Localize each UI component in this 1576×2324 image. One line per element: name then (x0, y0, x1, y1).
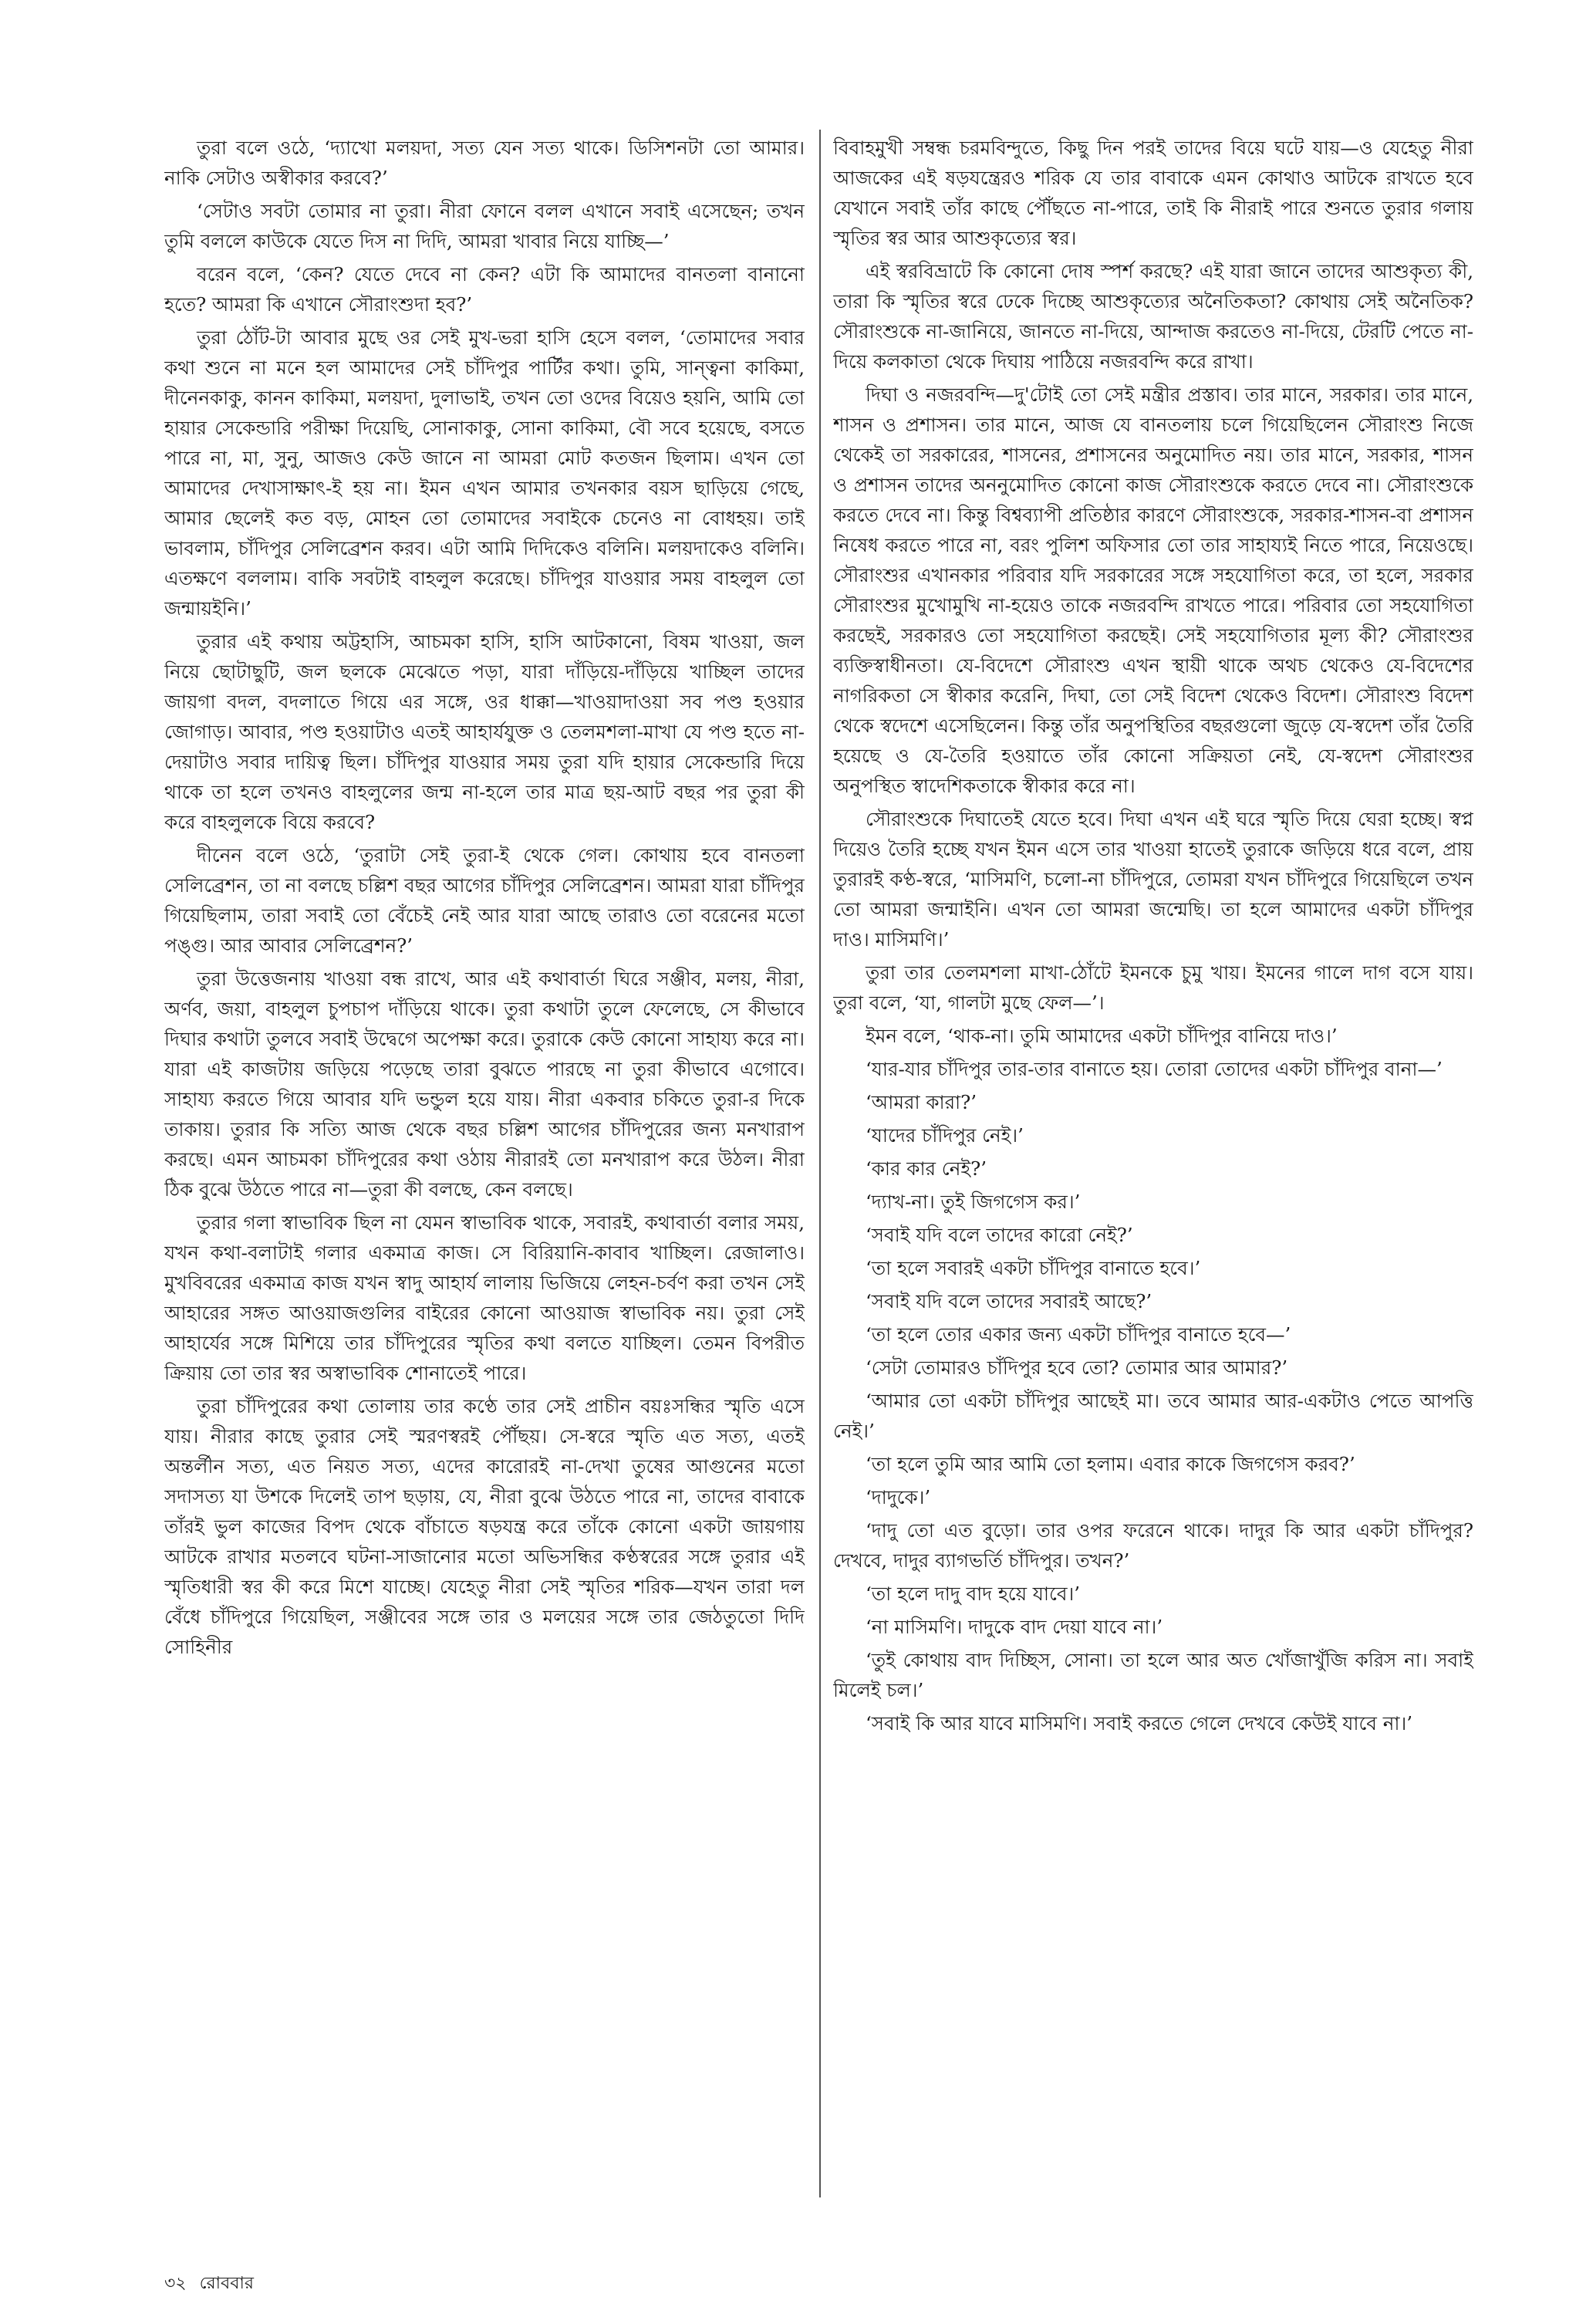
dialogue-line: ‘সবাই যদি বলে তাদের সবারই আছে?’ (866, 1290, 1152, 1312)
dialogue-line: ‘তুই কোথায় বাদ দিচ্ছিস, সোনা। তা হলে আর অত খোঁজাখুঁজি করিস না। সবাই মিলেই চল।’ (833, 1649, 1473, 1701)
dialogue-line: ‘কার কার নেই?’ (866, 1157, 987, 1180)
dialogue-line: ‘যাদের চাঁদিপুর নেই।’ (866, 1124, 1024, 1147)
paragraph: তুরা ঠোঁট-টা আবার মুছে ওর সেই মুখ-ভরা হাসি হেসে বলল, ‘তোমাদের সবার কথা শুনে না মনে হল আমাদের সেই চাঁদিপুর পার্টির কথা। তুমি, সান্ত্বনা কাকিমা, দীনেনকাকু, কানন কাকিমা, মলয়দা, দুলাভাই, তখন তো ওদের বিয়েও হয়নি, আমি তো হায়ার সেকেন্ডারি পরীক্ষা দিয়েছি, সোনাকাকু, সোনা কাকিমা, বৌ সবে হয়েছে, বসতে পারে না, মা, সুনু, আজও কেউ জানে না আমরা মোট কতজন ছিলাম। এখন তো আমাদের দেখাসাক্ষাৎ-ই হয় না। ইমন এখন আমার তখনকার বয়স ছাড়িয়ে গেছে, আমার ছেলেই কত বড়, মোহন তো তোমাদের সবাইকে চেনেও না বোধহয়। তাই ভাবলাম, চাঁদিপুর সেলিব্রেশন করব। এটা আমি দিদিকেও বলিনি। মলয়দাকেও বলিনি। এতক্ষণে বললাম। বাকি সবটাই বাহলুল করেছে। চাঁদিপুর যাওয়ার সময় বাহলুল তো জন্মায়ইনি।’ (164, 326, 805, 620)
dialogue-line: ‘দ্যাখ-না। তুই জিগগেস কর।’ (866, 1191, 1081, 1213)
dialogue-line: ‘সবাই যদি বলে তাদের কারো নেই?’ (866, 1224, 1133, 1246)
dialogue-line: ‘আমার তো একটা চাঁদিপুর আছেই মা। তবে আমার আর-একটাও পেতে আপত্তি নেই।’ (833, 1390, 1473, 1442)
paragraph: তুরার এই কথায় অট্টহাসি, আচমকা হাসি, হাসি আটকানো, বিষম খাওয়া, জল নিয়ে ছোটাছুটি, জল ছলকে মেঝেতে পড়া, যারা দাঁড়িয়ে-দাঁড়িয়ে খাচ্ছিল তাদের জায়গা বদল, বদলাতে গিয়ে এর সঙ্গে, ওর ধাক্কা—খাওয়াদাওয়া সব পণ্ড হওয়ার জোগাড়। আবার, পণ্ড হওয়াটাও এতই আহার্যযুক্ত ও তেলমশলা-মাখা যে পণ্ড হতে না-দেয়াটাও সবার দায়িত্ব ছিল। চাঁদিপুর যাওয়ার সময় তুরা যদি হায়ার সেকেন্ডারি দিয়ে থাকে তা হলে তখনও বাহলুলের জন্ম না-হলে তার মাত্র ছয়-আট বছর পর তুরা কী করে বাহলুলকে বিয়ে করবে? (164, 630, 805, 833)
paragraph: বরেন বলে, ‘কেন? যেতে দেবে না কেন? এটা কি আমাদের বানতলা বানানো হতে? আমরা কি এখানে সৌরাংশুদা হব?’ (164, 263, 805, 316)
paragraph: ইমন বলে, ‘থাক-না। তুমি আমাদের একটা চাঁদিপুর বানিয়ে দাও।’ (866, 1025, 1338, 1047)
page-footer (164, 2273, 262, 2295)
dialogue-line: ‘না মাসিমণি। দাদুকে বাদ দেয়া যাবে না।’ (866, 1616, 1163, 1638)
right-column (833, 133, 1473, 2193)
paragraph: দিঘা ও নজরবন্দি—দু'টোই তো সেই মন্ত্রীর প্রস্তাব। তার মানে, সরকার। তার মানে, শাসন ও প্রশাসন। তার মানে, আজ যে বানতলায় চলে গিয়েছিলেন সৌরাংশু নিজে থেকেই তা সরকারের, শাসনের, প্রশাসনের অনুমোদিত নয়। তার মানে, সরকার, শাসন ও প্রশাসন তাদের অননুমোদিত কোনো কাজ সৌরাংশুকে করতে দেবে না। সৌরাংশুকে করতে দেবে না। কিন্তু বিশ্বব্যাপী প্রতিষ্ঠার কারণে সৌরাংশুকে, সরকার-শাসন-বা প্রশাসন নিষেধ করতে পারে না, বরং পুলিশ অফিসার তো তার সাহায্যই নিতে পারে, নিয়েওছে। সৌরাংশুর এখানকার পরিবার যদি সরকারের সঙ্গে সহযোগিতা করে, তা হলে, সরকার সৌরাংশুর মুখোমুখি না-হয়েও তাকে নজরবন্দি রাখতে পারে। পরিবার তো সহযোগিতা করছেই, সরকারও তো সহযোগিতা করছেই। সেই সহযোগিতার মূল্য কী? সৌরাংশুর ব্যক্তিস্বাধীনতা। যে-বিদেশে সৌরাংশু এখন স্থায়ী থাকে অথচ থেকেও যে-বিদেশের নাগরিকতা সে স্বীকার করেনি, দিঘা, তো সেই বিদেশ থেকেও বিদেশ। সৌরাংশু বিদেশ থেকে স্বদেশে এসেছিলেন। কিন্তু তাঁর অনুপস্থিতির বছরগুলো জুড়ে যে-স্বদেশ তাঁর তৈরি হয়েছে ও যে-তৈরি হওয়াতে তাঁর কোনো সক্রিয়তা নেই, যে-স্বদেশ সৌরাংশুর অনুপস্থিত স্বাদেশিকতাকে স্বীকার করে না। (833, 383, 1473, 797)
dialogue-line: ‘দাদু তো এত বুড়ো। তার ওপর ফরেনে থাকে। দাদুর কি আর একটা চাঁদিপুর? দেখবে, দাদুর ব্যাগভর্তি চাঁদিপুর। তখন?’ (833, 1519, 1473, 1572)
paragraph: সৌরাংশুকে দিঘাতেই যেতে হবে। দিঘা এখন এই ঘরে স্মৃতি দিয়ে ঘেরা হচ্ছে। স্বপ্ন দিয়েও তৈরি হচ্ছে যখন ইমন এসে তার খাওয়া হাতেই তুরাকে জড়িয়ে ধরে বলে, প্রায় তুরারই কণ্ঠ-স্বরে, ‘মাসিমণি, চলো-না চাঁদিপুরে, তোমরা যখন চাঁদিপুরে গিয়েছিলে তখন তো আমরা জন্মাইনি। এখন তো আমরা জন্মেছি। তা হলে আমাদের একটা চাঁদিপুর দাও। মাসিমণি।’ (833, 808, 1473, 951)
magazine-name: রোববার (199, 2274, 254, 2293)
dialogue-line: ‘তা হলে দাদু বাদ হয়ে যাবে।’ (866, 1583, 1081, 1605)
dialogue-line: ‘তা হলে তুমি আর আমি তো হলাম। এবার কাকে জিগগেস করব?’ (866, 1453, 1355, 1475)
column-divider (819, 130, 821, 2197)
paragraph-continuation: বিবাহমুখী সম্বন্ধ চরমবিন্দুতে, কিছু দিন পরই তাদের বিয়ে ঘটে যায়—ও যেহেতু নীরা আজকের এই ষড়যন্ত্রেরও শরিক যে তার বাবাকে এমন কোথাও আটকে রাখতে হবে যেখানে সবাই তাঁর কাছে পৌঁছতে না-পারে, তাই কি নীরাই পারে শুনতে তুরার গলায় স্মৃতির স্বর আর আশুকৃত্যের স্বর। (833, 137, 1473, 249)
paragraph: তুরা চাঁদিপুরের কথা তোলায় তার কণ্ঠে তার সেই প্রাচীন বয়ঃসন্ধির স্মৃতি এসে যায়। নীরার কাছে তুরার সেই স্মরণস্বরই পৌঁছয়। সে-স্বরে স্মৃতি এত সত্য, এতই অন্তর্লীন সত্য, এত নিয়ত সত্য, এদের কারোরই না-দেখা তুষের আগুনের মতো সদাসত্য যা উশকে দিলেই তাপ ছড়ায়, যে, নীরা বুঝে উঠতে পারে না, তাদের বাবাকে তাঁরই ভুল কাজের বিপদ থেকে বাঁচাতে ষড়যন্ত্র করে তাঁকে কোনো একটা জায়গায় আটকে রাখার মতলবে ঘটনা-সাজানোর মতো অভিসন্ধির কণ্ঠস্বরের সঙ্গে তুরার এই স্মৃতিধারী স্বর কী করে মিশে যাচ্ছে। যেহেতু নীরা সেই স্মৃতির শরিক—যখন তারা দল বেঁধে চাঁদিপুরে গিয়েছিল, সঞ্জীবের সঙ্গে তার ও মলয়ের সঙ্গে তার জেঠতুতো দিদি সোহিনীর (164, 1395, 805, 1658)
paragraph: ‘যার-যার চাঁদিপুর তার-তার বানাতে হয়। তোরা তোদের একটা চাঁদিপুর বানা—’ (866, 1058, 1443, 1080)
dialogue-line: ‘দাদুকে।’ (866, 1486, 931, 1508)
dialogue-line: ‘তা হলে সবারই একটা চাঁদিপুর বানাতে হবে।’ (866, 1257, 1201, 1279)
paragraph: তুরা তার তেলমশলা মাখা-ঠোঁটে ইমনকে চুমু খায়। ইমনের গালে দাগ বসে যায়। তুরা বলে, ‘যা, গালটা মুছে ফেল—’। (833, 961, 1473, 1014)
paragraph: এই স্বরবিভ্রাটে কি কোনো দোষ স্পর্শ করছে? এই যারা জানে তাদের আশুকৃত্য কী, তারা কি স্মৃতির স্বরে ঢেকে দিচ্ছে আশুকৃত্যের অনৈতিকতা? কোথায় সেই অনৈতিক? সৌরাংশুকে না-জানিয়ে, জানতে না-দিয়ে, আন্দাজ করতেও না-দিয়ে, টেরটি পেতে না-দিয়ে কলকাতা থেকে দিঘায় পাঠিয়ে নজরবন্দি করে রাখা। (833, 260, 1473, 373)
left-column (164, 133, 805, 2193)
page-number: ৩২ (164, 2274, 187, 2293)
dialogue-line: ‘আমরা কারা?’ (866, 1091, 977, 1113)
paragraph: দীনেন বলে ওঠে, ‘তুরাটা সেই তুরা-ই থেকে গেল। কোথায় হবে বানতলা সেলিব্রেশন, তা না বলছে চল্লিশ বছর আগের চাঁদিপুর সেলিব্রেশন। আমরা যারা চাঁদিপুর গিয়েছিলাম, তারা সবাই তো বেঁচেই নেই আর যারা আছে তারাও তো বরেনের মতো পঙ্গু। আর আবার সেলিব্রেশন?’ (164, 844, 805, 957)
paragraph: ‘সেটাও সবটা তোমার না তুরা। নীরা ফোনে বলল এখানে সবাই এসেছেন; তখন তুমি বললে কাউকে যেতে দিস না দিদি, আমরা খাবার নিয়ে যাচ্ছি—’ (164, 200, 805, 252)
paragraph: তুরার গলা স্বাভাবিক ছিল না যেমন স্বাভাবিক থাকে, সবারই, কথাবার্তা বলার সময়, যখন কথা-বলাটাই গলার একমাত্র কাজ। সে বিরিয়ানি-কাবাব খাচ্ছিল। রেজালাও। মুখবিবরের একমাত্র কাজ যখন স্বাদু আহার্য লালায় ভিজিয়ে লেহন-চর্বণ করা তখন সেই আহারের সঙ্গত আওয়াজগুলির বাইরের কোনো আওয়াজ স্বাভাবিক নয়। তুরা সেই আহার্যের সঙ্গে মিশিয়ে তার চাঁদিপুরের স্মৃতির কথা বলতে যাচ্ছিল। তেমন বিপরীত ক্রিয়ায় তো তার স্বর অস্বাভাবিক শোনাতেই পারে। (164, 1211, 805, 1384)
paragraph: তুরা উত্তেজনায় খাওয়া বন্ধ রাখে, আর এই কথাবার্তা ঘিরে সঞ্জীব, মলয়, নীরা, অর্ণব, জয়া, বাহলুল চুপচাপ দাঁড়িয়ে থাকে। তুরা কথাটা তুলে ফেলেছে, সে কীভাবে দিঘার কথাটা তুলবে সবাই উদ্বেগে অপেক্ষা করে। তুরাকে কেউ কোনো সাহায্য করে না। যারা এই কাজটায় জড়িয়ে পড়েছে তারা বুঝতে পারছে না তুরা কীভাবে এগোবে। সাহায্য করতে গিয়ে আবার যদি ভন্ডুল হয়ে যায়। নীরা একবার চকিতে তুরা-র দিকে তাকায়। তুরার কি সত্যি আজ থেকে বছর চল্লিশ আগের চাঁদিপুরের জন্য মনখারাপ করছে। এমন আচমকা চাঁদিপুরের কথা ওঠায় নীরারই তো মনখারাপ করে উঠল। নীরা ঠিক বুঝে উঠতে পারে না—তুরা কী বলছে, কেন বলছে। (164, 968, 805, 1201)
dialogue-line: ‘তা হলে তোর একার জন্য একটা চাঁদিপুর বানাতে হবে—’ (866, 1323, 1291, 1346)
dialogue-line: ‘সবাই কি আর যাবে মাসিমণি। সবাই করতে গেলে দেখবে কেউই যাবে না।’ (866, 1712, 1412, 1735)
paragraph: তুরা বলে ওঠে, ‘দ্যাখো মলয়দা, সত্য যেন সত্য থাকে। ডিসিশনটা তো আমার। নাকি সেটাও অস্বীকার করবে?’ (164, 137, 805, 189)
dialogue-line: ‘সেটা তোমারও চাঁদিপুর হবে তো? তোমার আর আমার?’ (866, 1356, 1288, 1379)
